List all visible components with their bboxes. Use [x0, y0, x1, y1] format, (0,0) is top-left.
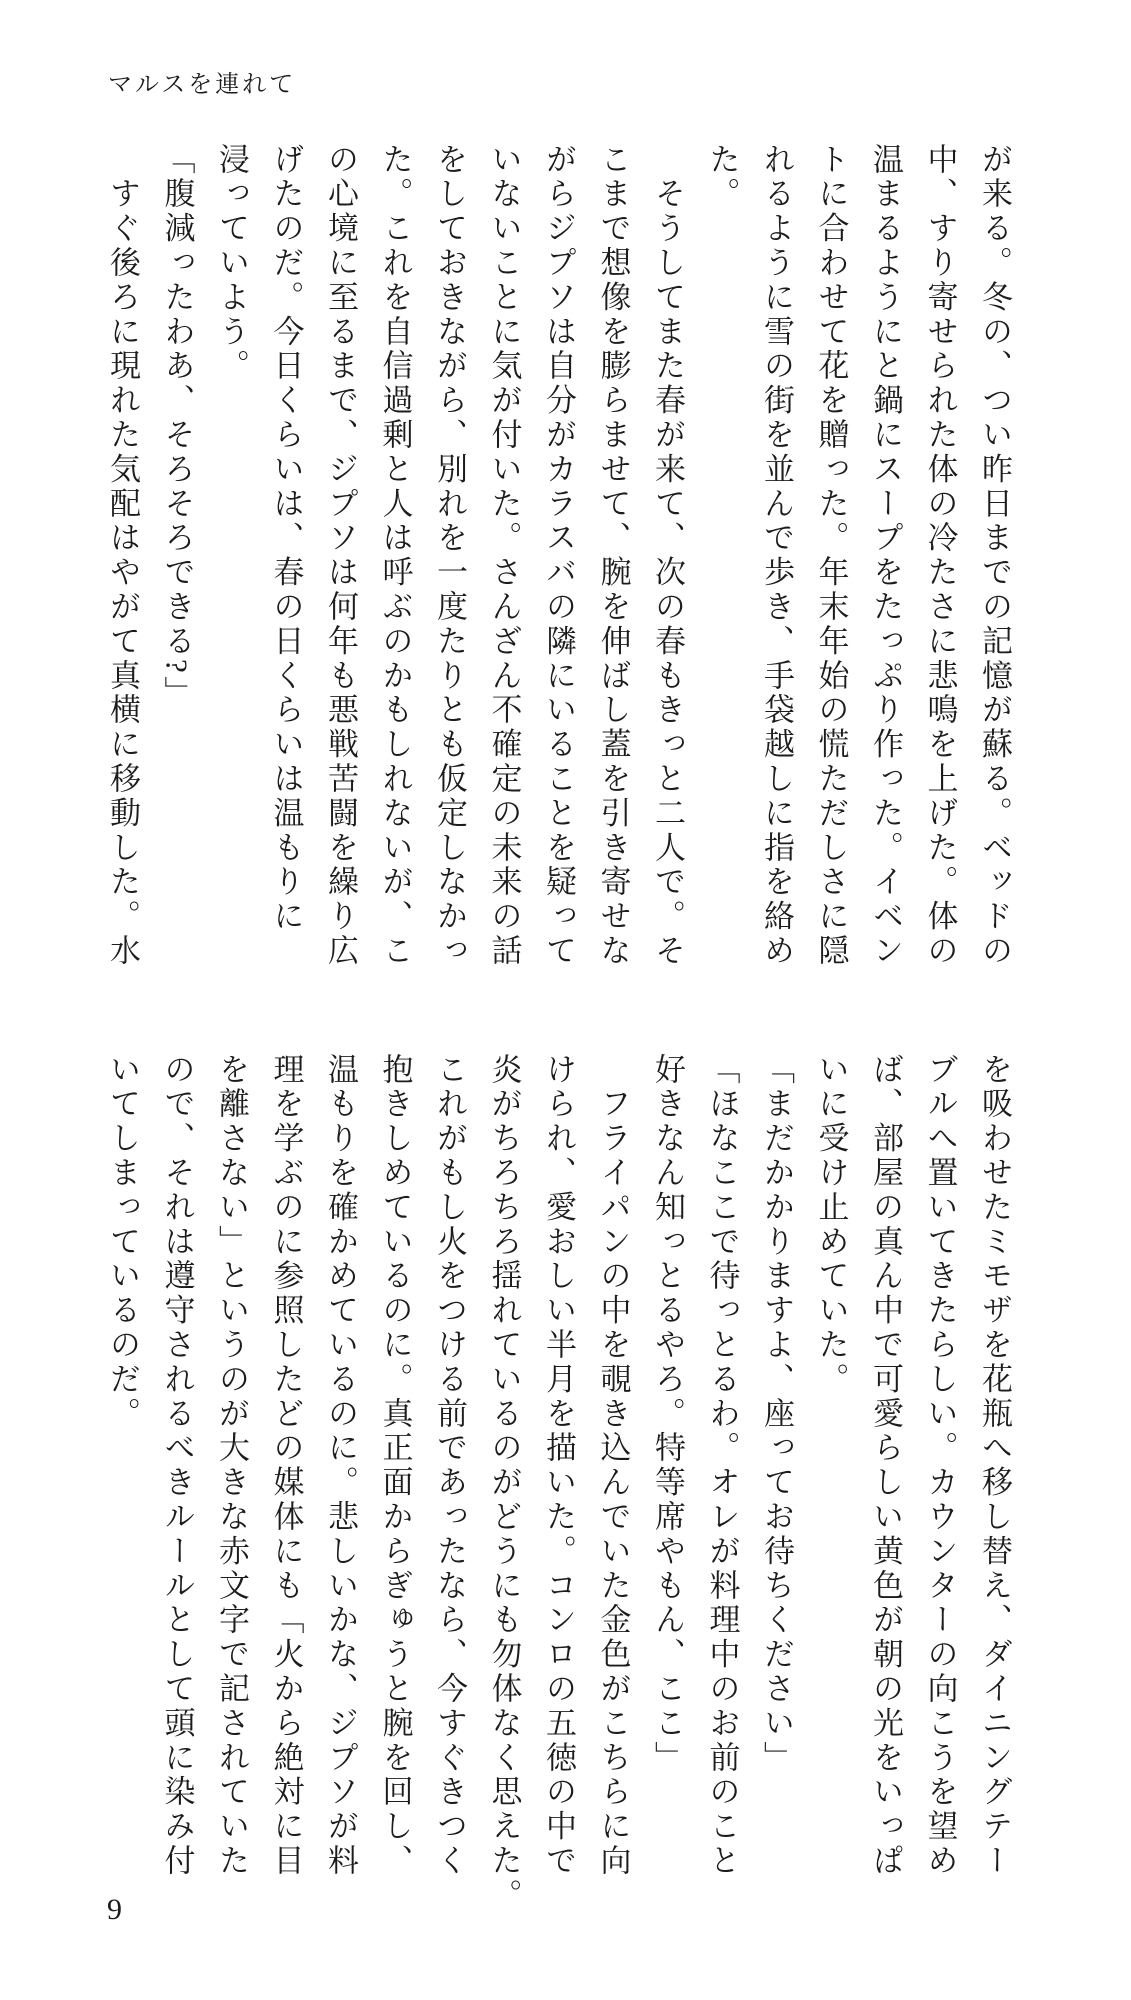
text-column: フライパンの中を覗き込んでいた金色がこちらに向 — [595, 1053, 631, 1879]
text-column: た。これを自信過剰と人は呼ぶのかもしれないが、こ — [377, 143, 413, 969]
text-column: 理を学ぶのに参照したどの媒体にも「火から絶対に目 — [268, 1053, 304, 1879]
text-column: がらジプソは自分がカラスバの隣にいることを疑って — [541, 143, 576, 969]
text-block-upper — [95, 143, 1022, 971]
text-column: いないことに気が付いた。さんざん不確定の未来の話 — [486, 143, 522, 969]
text-column: 「まだかかりますよ、座ってお待ちください」 — [759, 1053, 794, 1776]
text-column: の心境に至るまで、ジプソは何年も悪戦苦闘を繰り広 — [323, 143, 358, 969]
text-column: げたのだ。今日くらいは、春の日くらいは温もりに — [268, 143, 304, 935]
text-column: をしておきながら、別れを一度たりとも仮定しなかっ — [432, 143, 467, 969]
text-column: ブルへ置いてきたらしい。カウンターの向こうを望め — [922, 1053, 958, 1879]
text-column: 抱きしめているのに。真正面からぎゅうと腕を回し、 — [377, 1053, 413, 1879]
text-column: ば、部屋の真ん中で可愛らしい黄色が朝の光をいっぱ — [868, 1053, 903, 1879]
text-column: これがもし火をつける前であったなら、今すぐきつく — [432, 1053, 467, 1879]
text-column: ので、それは遵守されるべきルールとして頭に染み付 — [159, 1053, 195, 1879]
text-column: 炎がちろちろ揺れているのがどうにも勿体なく思えた。 — [486, 1053, 522, 1913]
page-number: 9 — [107, 1893, 122, 1926]
text-column: 「腹減ったわあ、そろそろできる?」 — [159, 143, 195, 711]
text-column: を離さない」というのが大きな赤文字で記されていた — [214, 1053, 249, 1879]
text-column: すぐ後ろに現れた気配はやがて真横に移動した。水 — [105, 143, 140, 969]
text-column: いに受け止めていた。 — [813, 1053, 849, 1397]
text-column: を吸わせたミモザを花瓶へ移し替え、ダイニングテー — [977, 1053, 1012, 1879]
text-column: 「ほなここで待っとるわ。オレが料理中のお前のこと — [704, 1053, 740, 1879]
text-column: 浸っていよう。 — [214, 143, 249, 384]
text-column: そうしてまた春が来て、次の春もきっと二人で。そ — [650, 143, 685, 969]
text-column: た。 — [704, 143, 740, 212]
text-column: 中、すり寄せられた体の冷たさに悲鳴を上げた。体の — [922, 143, 958, 969]
text-column: いてしまっているのだ。 — [105, 1053, 140, 1432]
text-column: トに合わせて花を贈った。年末年始の慌ただしさに隠 — [813, 143, 849, 969]
text-column: 好きなん知っとるやろ。特等席やもん、ここ」 — [650, 1053, 685, 1776]
text-column: が来る。冬の、つい昨日までの記憶が蘇る。ベッドの — [977, 143, 1012, 969]
text-column: こまで想像を膨らませて、腕を伸ばし蓋を引き寄せな — [595, 143, 631, 969]
text-column: 温まるようにと鍋にスープをたっぷり作った。イベン — [868, 143, 903, 969]
text-column: けられ、愛おしい半月を描いた。コンロの五徳の中で — [541, 1053, 576, 1879]
text-block-lower — [95, 1053, 1022, 1913]
text-column: れるように雪の街を並んで歩き、手袋越しに指を絡め — [759, 143, 794, 969]
text-column: 温もりを確かめているのに。悲しいかな、ジプソが料 — [323, 1053, 358, 1879]
running-header: マルスを連れて — [108, 72, 297, 98]
